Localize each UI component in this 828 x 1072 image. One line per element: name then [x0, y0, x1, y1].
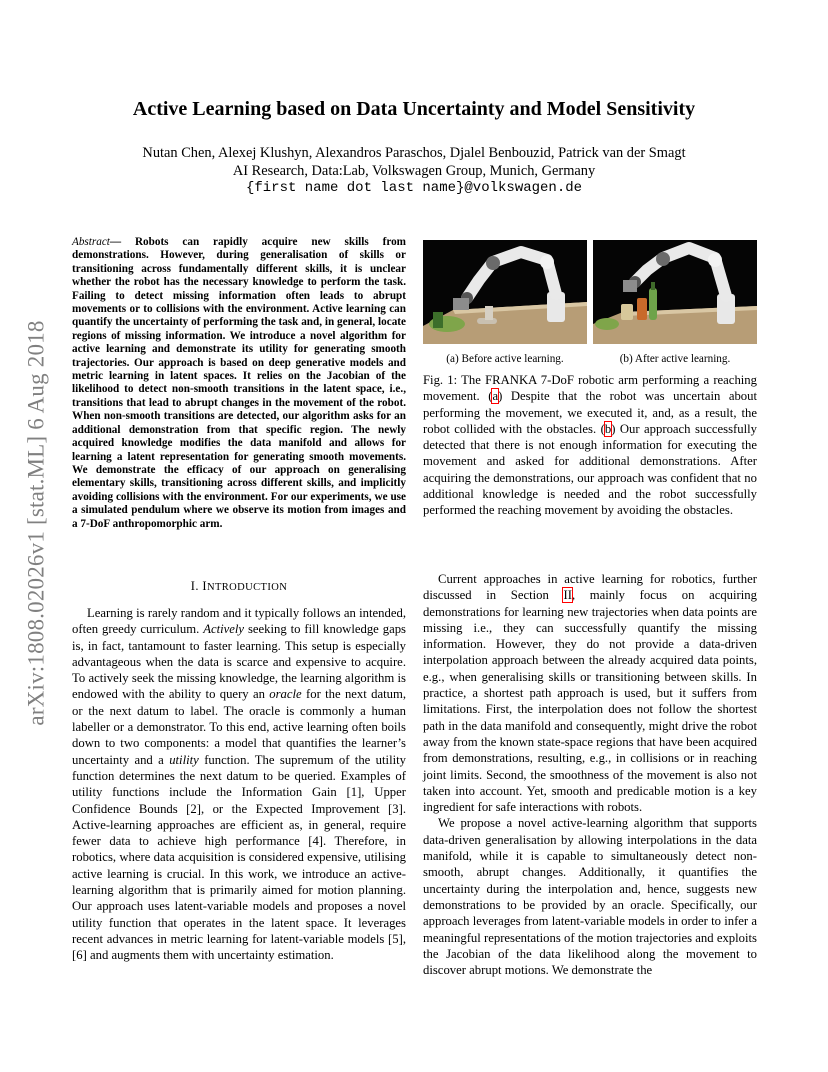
section-heading-introduction	[72, 578, 406, 596]
robot-photo-before	[423, 240, 587, 344]
intro-text-4: function. The supremum of the utility function determines the next datum to be queried. Examples of utility functions include the Information Gain [1], Upper Confidence Bounds [2], or the Expected Improvement [3]. Active-learning approaches are efficient as, in general, require fewer data to achieve high performance [4]. Therefore, in robotics, where data acquisition is considered expensive, utilising active learning is crucial. In this work, we introduce an active-learning algorithm that is primarily aimed for motion planning. Our approach uses latent-variable models and proposes a novel utility function that operates in the latent space. It leverages recent advances in metric learning for latent-variable models [5], [6] and augments them with uncertainty estimation.	[72, 752, 406, 963]
arxiv-sidebar-stamp	[20, 276, 54, 770]
caption-text-1: The FRANKA 7-DoF robotic arm performing a reaching movement.	[423, 373, 757, 404]
intro-text-3: for the next datum, or the next datum to label. The oracle is commonly a human labeller or a demonstrator. To this end, active learning often boils down to two components: a model that quantifies the learner’s uncertainty and a	[72, 687, 407, 767]
intro-emph-actively: Actively	[203, 622, 245, 637]
ref-link-subfig-a[interactable]: a	[492, 389, 499, 404]
intro-text-2: seeking to fill knowledge gaps is, in fact, tantamount to faster learning. This setup is especially advantageous when the data is scarce and expensive to acquire. To actively seek the missing knowledge, the learning algorithm is endowed with the ability to query an	[72, 622, 406, 702]
section-name-rest: NTRODUCTION	[206, 582, 288, 593]
robot-photo-after	[593, 240, 757, 344]
author-block	[60, 145, 768, 198]
abstract-label: Abstract	[72, 236, 110, 248]
section-name-initial: I	[202, 579, 207, 593]
contact-email: {first name dot last name}@volkswagen.de	[245, 180, 583, 196]
robot-arm-image-after	[593, 240, 757, 344]
paper-title: Active Learning based on Data Uncertainty and Model Sensitivity	[132, 98, 696, 120]
figure-1-caption: Fig. 1: The FRANKA 7-DoF robotic arm performing a reaching movement. (a) Despite that the robot was uncertain about performing the movement, we executed it, and, as a result, the robot collided with the obstacles. (b) Our approach successfully detected that there is not enough information for executing the movement and asked for additional demonstrations. After acquiring the demonstrations, our approach was confident that no additional knowledge is needed and the robot successfully performed the reaching movement by avoiding the obstacles.	[423, 373, 758, 518]
ref-link-subfig-b[interactable]: b	[604, 421, 612, 436]
body-text-1: Current approaches in active learning for robotics, further discussed in Section	[423, 572, 757, 603]
intro-emph-utility: utility	[169, 752, 199, 767]
caption-text-2: Despite that the robot was uncertain about performing the movement, we executed it, and, as a result, the robot collided with the obstacles.	[423, 389, 758, 436]
body-paragraph-1	[423, 571, 757, 815]
introduction-body	[72, 605, 406, 964]
affiliation: AI Research, Data:Lab, Volkswagen Group, Munich, Germany	[232, 162, 596, 179]
intro-emph-oracle: oracle	[269, 687, 302, 702]
abstract-text: Robots can rapidly acquire new skills from demonstrations. However, during generalisation of skills or transitioning across fundamentally different skills, it is unclear whether the robot has the necessary knowledge to perform the task. Failing to detect missing information often leads to abrupt movements or to collisions with the environment. Active learning can quantify the uncertainty of performing the task and, in general, locate regions of missing information. We introduce a novel algorithm for active learning and demonstrate its utility for generating smooth trajectories. Our approach is based on deep generative models and metric learning in latent spaces. It relies on the Jacobian of the likelihood to detect non-smooth transitions in the latent space, i.e., transitions that lead to abrupt changes in the movement of the robot. When non-smooth transitions are detected, our algorithm asks for an additional demonstration from that specific region. The newly acquired knowledge modifies the data manifold and allows for learning a latent representation for generating smooth movements. We demonstrate the efficacy of our approach on generalising elementary skills, transitioning across different skills, and implicitly avoiding collisions with the environment. For our experiments, we use a simulated pendulum where we observe its motion from images and a 7-DoF anthropomorphic arm.	[72, 236, 406, 530]
body-text-2: , mainly focus on acquiring demonstrations for learning new trajectories when data points are missing i.e., they can successfully quantify the missing information. However, they do not provide a data-driven interpolation approach between the already acquired data points, e.g., when generalising skills or transitioning between skills. In practice, a shortest path approach is used, but it suffers from limitations. First, the interpolation does not follow the shortest path in the data manifold and consequently, might drive the robot away from the known state-space regions that have been acquired from demonstrations, resulting, e.g., in collisions or in reaching joint limits. Second, the smoothness of the movement is also not taken into account. Yet, smooth and predicable motion is a key ingredient for safe interactions with robots.	[423, 588, 757, 815]
figure-label: Fig. 1:	[423, 373, 458, 387]
section-number: I.	[190, 579, 199, 593]
subfigure-b-caption: (b) After active learning.	[619, 353, 731, 365]
ref-link-section-2[interactable]: II	[563, 588, 572, 603]
subfigure-a	[423, 240, 587, 365]
robot-arm-image-before	[423, 240, 587, 344]
intro-text-1: Learning is rarely random and it typically follows an intended, often greedy curriculum.	[72, 606, 406, 637]
body-paragraph-2: We propose a novel active-learning algorithm that supports data-driven generalisation by allowing interpolations in the data manifold, while it is capable to simultaneously detect non-smooth, abrupt changes. Additionally, it quantifies the uncertainty during the interpolation and, hence, suggests new demonstrations to be provided by an oracle. Specifically, our approach leverages from latent-variable models in order to infer a meaningful representations of the motion trajectories and exploits the Jacobian of the data likelihood along the movement to discover abrupt motions. We demonstrate the	[423, 816, 757, 978]
intro-paragraph	[72, 605, 406, 964]
caption-text-3: Our approach successfully detected that there is not enough information for executing the movement and asked for additional demonstrations. After acquiring the demonstrations, our approach was confident that no additional knowledge is needed and the robot successfully performed the reaching movement by avoiding the obstacles.	[423, 421, 757, 518]
right-column-body	[423, 571, 757, 978]
subfigure-a-caption: (a) Before active learning.	[446, 353, 564, 365]
subfigure-b	[593, 240, 757, 365]
author-list: Nutan Chen, Alexej Klushyn, Alexandros Paraschos, Djalel Benbouzid, Patrick van der Smagt	[142, 145, 686, 161]
arxiv-id-text: arXiv:1808.02026v1 [stat.ML] 6 Aug 2018	[24, 320, 50, 726]
abstract-block: Abstract— Robots can rapidly acquire new skills from demonstrations. However, during generalisation of skills or transitioning across fundamentally different skills, it is unclear whether the robot has the necessary knowledge to perform the task. Failing to detect missing information often leads to abrupt movements or to collisions with the environment. Active learning can quantify the uncertainty of performing the task and, in general, locate regions of missing information. We introduce a novel algorithm for active learning and demonstrate its utility for generating smooth trajectories. Our approach is based on deep generative models and metric learning in latent spaces. It relies on the Jacobian of the likelihood to detect non-smooth transitions in the latent space, i.e., transitions that lead to abrupt changes in the movement of the robot. When non-smooth transitions are detected, our algorithm asks for an additional demonstration from that specific region. The newly acquired knowledge modifies the data manifold and allows for learning a latent representation for generating smooth movements. We demonstrate the efficacy of our approach on generalising elementary skills, transitioning across different skills, and implicitly avoiding collisions with the environment. For our experiments, we use a simulated pendulum where we observe its motion from images and a 7-DoF anthropomorphic arm.	[72, 236, 406, 530]
